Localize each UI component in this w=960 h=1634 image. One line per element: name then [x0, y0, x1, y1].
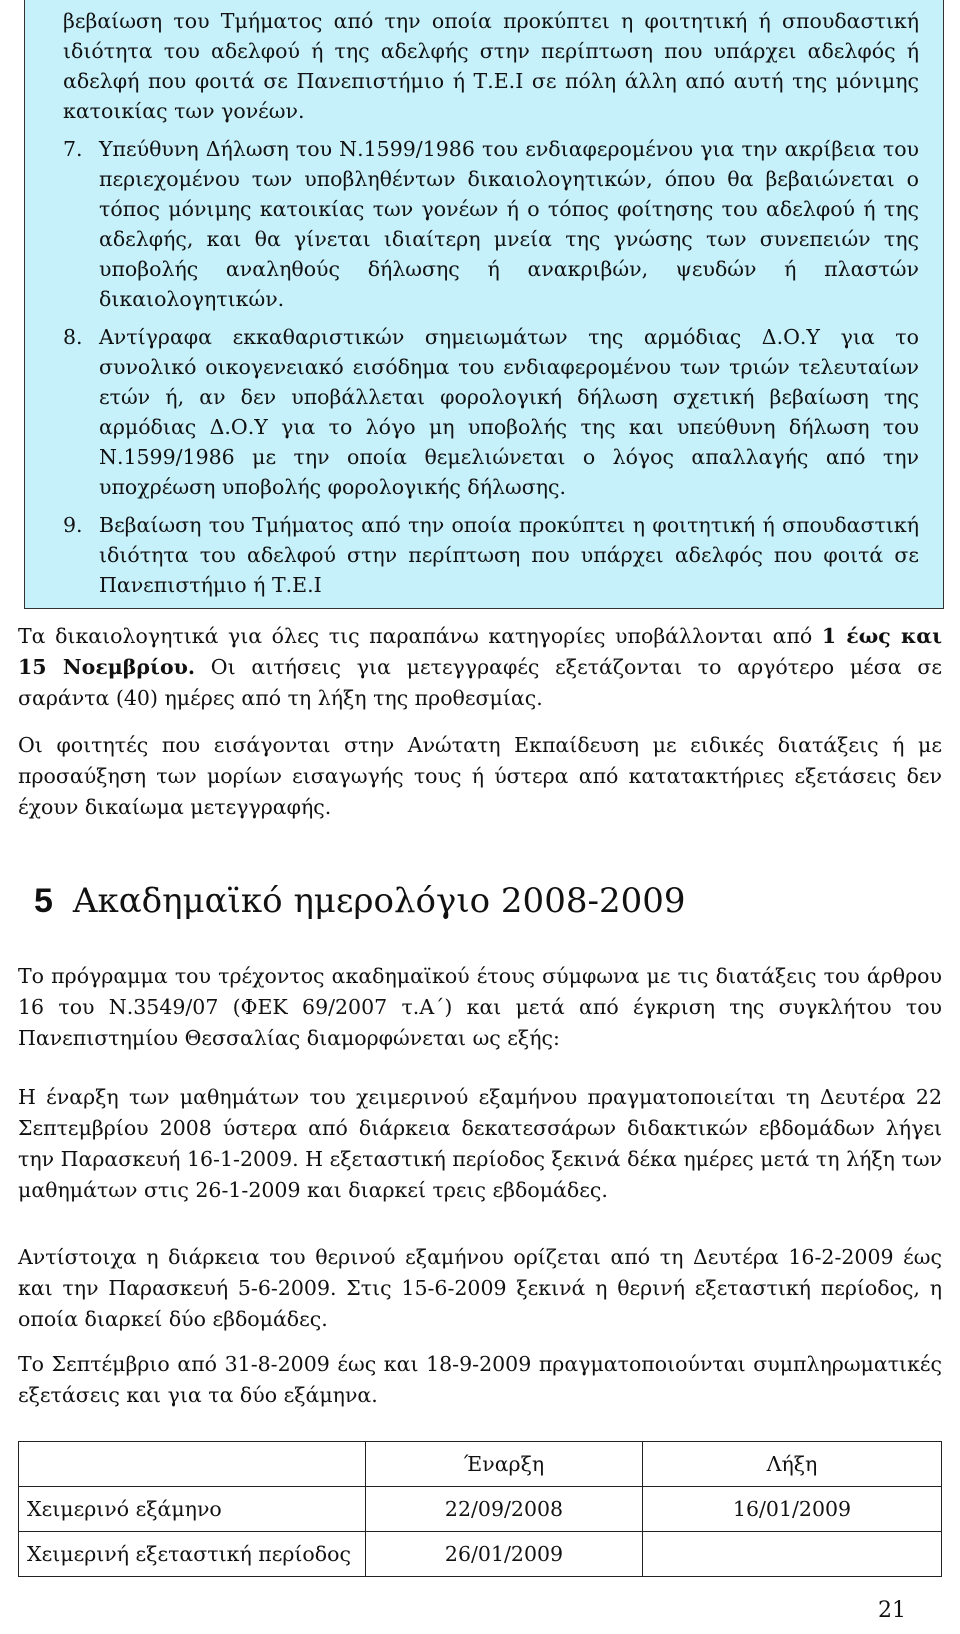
section-heading: [18, 881, 958, 921]
table-row: [19, 1532, 942, 1577]
list-item: [63, 134, 919, 314]
list-item-number: 9.: [63, 513, 83, 537]
deadline-paragraph: [18, 621, 942, 714]
box-intro-text: βεβαίωση του Τμήματος από την οποία προκύπτει η φοιτητική ή σπουδαστική ιδιότητα του αδελφού ή της αδελφής στην περίπτωση που υπάρχει αδελφός ή αδελφή που φοιτά σε Πανεπιστήμιο ή Τ.Ε.Ι σε πόλη άλλη από αυτή της μόνιμης κατοικίας των γονέων.: [63, 9, 919, 123]
deadline-text-after: Οι αιτήσεις για μετεγγραφές εξετάζονται το αργότερο μέσα σε σαράντα (40) ημέρες από τη λήξη της προθεσμίας.: [18, 655, 942, 710]
deadline-text-before: Τα δικαιολογητικά για όλες τις παραπάνω κατηγορίες υποβάλλονται από: [18, 624, 822, 648]
list-item-text: Βεβαίωση του Τμήματος από την οποία προκύπτει η φοιτητική ή σπουδαστική ιδιότητα του αδελφού στην περίπτωση που υπάρχει αδελφός που φοιτά σε Πανεπιστήμιο ή Τ.Ε.Ι: [99, 513, 919, 597]
paragraph-winter-semester: Η έναρξη των μαθημάτων του χειμερινού εξαμήνου πραγματοποιείται τη Δευτέρα 22 Σεπτεμβρίου 2008 ύστερα από διάρκεια δεκατεσσάρων διδακτικών εβδομάδων λήγει την Παρασκευή 16-1-2009. Η εξεταστική περίοδος ξεκινά δέκα ημέρες μετά τη λήξη των μαθημάτων στις 26-1-2009 και διαρκεί τρεις εβδομάδες.: [18, 1085, 942, 1202]
section-title: Ακαδημαϊκό ημερολόγιο 2008-2009: [72, 881, 686, 921]
table-header-start: Έναρξη: [366, 1442, 643, 1487]
requirements-box: [24, 0, 944, 609]
document-page: [18, 0, 958, 1577]
table-cell-end: [643, 1532, 942, 1577]
table-row: [19, 1487, 942, 1532]
table-header-row: [19, 1442, 942, 1487]
table-header-cell: [19, 1442, 366, 1487]
table-cell-start: 22/09/2008: [366, 1487, 643, 1532]
calendar-table: [18, 1441, 942, 1577]
list-item-text: Υπεύθυνη Δήλωση του Ν.1599/1986 του ενδιαφερομένου για την ακρίβεια του περιεχομένου των υποβληθέντων δικαιολογητικών, όπου θα βεβαιώνεται ο τόπος μόνιμης κατοικίας των γονέων ή ο τόπος φοίτησης του αδελφού ή της αδελφής, και θα γίνεται ιδιαίτερη μνεία της γνώσης των συνεπειών της υποβολής αναληθούς δήλωσης ή ανακριβών, ψευδών ή πλαστών δικαιολογητικών.: [99, 137, 919, 311]
table-cell-period: Χειμερινή εξεταστική περίοδος: [19, 1532, 366, 1577]
paragraph-program: Το πρόγραμμα του τρέχοντος ακαδημαϊκού έτους σύμφωνα με τις διατάξεις του άρθρου 16 του Ν.3549/07 (ΦΕΚ 69/2007 τ.Α΄) και μετά από έγκριση της συγκλήτου του Πανεπιστημίου Θεσσαλίας διαμορφώνεται ως εξής:: [18, 964, 942, 1050]
list-item-number: 8.: [63, 325, 83, 349]
page-number: 21: [878, 1598, 906, 1623]
list-item-number: 7.: [63, 137, 83, 161]
list-item: [63, 510, 919, 600]
table-header-end: Λήξη: [643, 1442, 942, 1487]
deadline-dates: 1 έως και 15 Νοεμβρίου.: [18, 624, 943, 679]
list-item-text: Αντίγραφα εκκαθαριστικών σημειωμάτων της αρμόδιας Δ.Ο.Υ για το συνολικό οικογενειακό εισόδημα του ενδιαφερομένου των τριών τελευταίων ετών ή, αν δεν υποβάλλεται φορολογική δήλωση σχετική βεβαίωση της αρμόδιας Δ.Ο.Υ για το λόγο μη υποβολής της και υπεύθυνη δήλωση του Ν.1599/1986 με την οποία θεμελιώνεται ο λόγος απαλλαγής από την υποχρέωση υποβολής φορολογικής δήλωσης.: [99, 325, 919, 499]
table-cell-start: 26/01/2009: [366, 1532, 643, 1577]
special-admission-paragraph: Οι φοιτητές που εισάγονται στην Ανώτατη Εκπαίδευση με ειδικές διατάξεις ή με προσαύξηση των μορίων εισαγωγής τους ή ύστερα από κατατακτήριες εξετάσεις δεν έχουν δικαίωμα μετεγγραφής.: [18, 733, 942, 819]
table-cell-period: Χειμερινό εξάμηνο: [19, 1487, 366, 1532]
section-number: 5: [34, 882, 53, 920]
paragraph-september-exams: Το Σεπτέμβριο από 31-8-2009 έως και 18-9-2009 πραγματοποιούνται συμπληρωματικές εξετάσεις και για τα δύο εξάμηνα.: [18, 1352, 942, 1407]
paragraph-spring-semester: Αντίστοιχα η διάρκεια του θερινού εξαμήνου ορίζεται από τη Δευτέρα 16-2-2009 έως και την Παρασκευή 5-6-2009. Στις 15-6-2009 ξεκινά η θερινή εξεταστική περίοδος, η οποία διαρκεί δύο εβδομάδες.: [18, 1245, 942, 1331]
table-cell-end: 16/01/2009: [643, 1487, 942, 1532]
list-item: [63, 322, 919, 502]
